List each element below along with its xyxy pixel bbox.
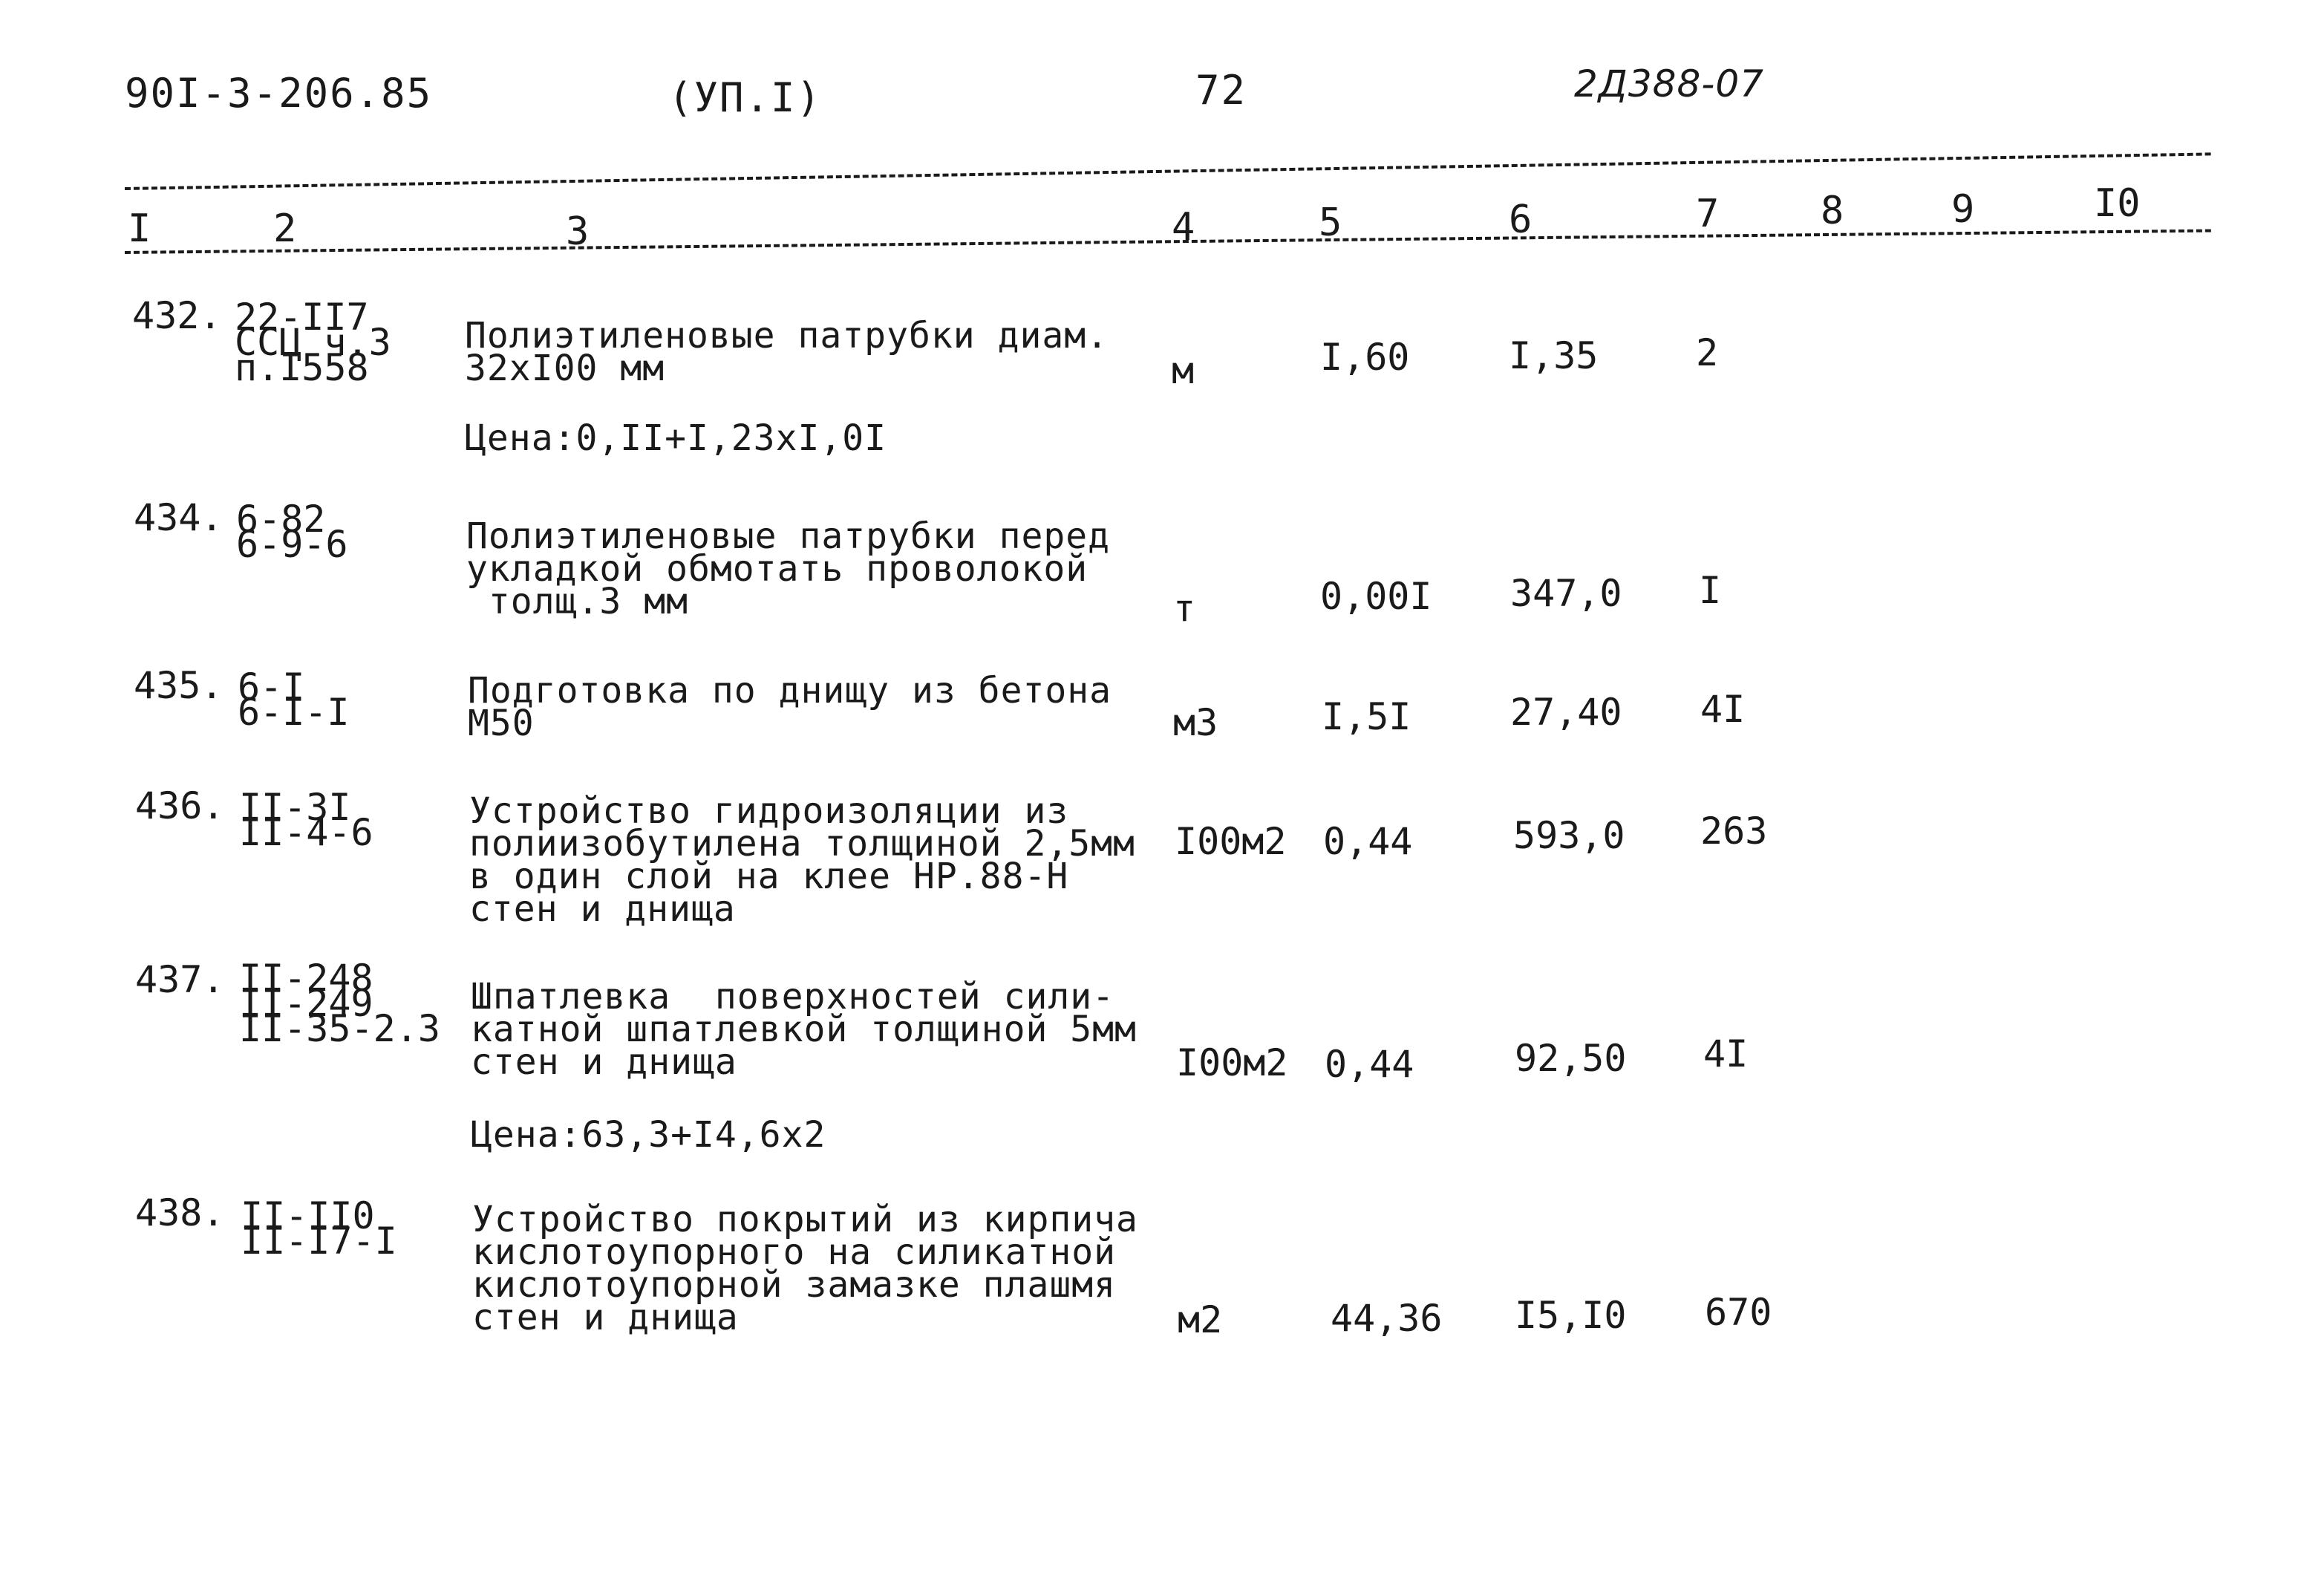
unit-price-cell: I,35 [1509,334,1599,377]
work-description: Полиэтиленовые патрубки перед укладкой обмотать проволокой толщ.3 мм [466,515,1111,622]
row-number: 434. [134,496,223,539]
total-cell: I [1699,569,1722,612]
top-dashed-rule [125,152,2211,190]
row-number: 437. [135,958,225,1001]
norm-code: 22-II7 ССЦ ч.3 п.I558 [235,296,391,389]
column-number-9: 9 [1951,187,1975,232]
quantity-cell: 0,00I [1320,575,1432,618]
unit-cell: I00м2 [1175,820,1287,863]
album-label: (УП.I) [668,74,823,121]
norm-code: II-3I II-4-6 [239,786,373,854]
unit-cell: I00м2 [1176,1041,1288,1084]
unit-cell: м3 [1173,701,1218,744]
quantity-cell: 44,36 [1331,1297,1443,1340]
quantity-cell: I,5I [1322,695,1411,738]
work-description: Шпатлевка поверхностей сили- катной шпатлевкой толщиной 5мм стен и днища [471,976,1137,1083]
reference-code: 2Д388-07 [1574,62,1764,105]
column-number-3: 3 [566,209,590,254]
column-number-1: I [128,206,151,251]
row-number: 436. [135,784,225,827]
total-cell: 263 [1700,810,1768,853]
header-bottom-dashed-rule [125,229,2211,254]
column-number-10: I0 [2094,181,2141,226]
unit-price-cell: 593,0 [1513,814,1625,857]
unit-price-cell: 92,50 [1515,1037,1627,1080]
work-description: Подготовка по днищу из бетона М50 [468,670,1112,744]
document-code: 90I-3-206.85 [125,70,433,117]
unit-cell: м [1172,349,1195,392]
total-cell: 2 [1696,331,1719,374]
total-cell: 4I [1700,688,1746,731]
price-note: Цена:0,II+I,23хI,0I [465,417,887,459]
total-cell: 4I [1703,1032,1749,1075]
quantity-cell: I,60 [1320,336,1410,379]
row-number: 432. [132,294,222,337]
column-number-5: 5 [1319,201,1342,245]
column-number-6: 6 [1509,198,1533,242]
column-number-7: 7 [1696,192,1720,236]
row-number: 438. [135,1191,225,1234]
quantity-cell: 0,44 [1323,820,1413,863]
quantity-cell: 0,44 [1325,1043,1414,1086]
norm-code: 6-I 6-I-I [238,665,350,734]
norm-code: II-II0 II-I7-I [241,1194,397,1263]
unit-price-cell: 347,0 [1510,572,1622,615]
norm-code: II-248 II-249 II-35-2.3 [239,957,440,1050]
unit-cell: т [1173,587,1196,630]
unit-price-cell: 27,40 [1510,691,1622,734]
norm-code: 6-82 6-9-6 [236,498,348,566]
unit-price-cell: I5,I0 [1515,1294,1627,1337]
total-cell: 670 [1705,1291,1772,1334]
unit-cell: м2 [1178,1298,1223,1341]
row-number: 435. [134,664,223,707]
column-number-2: 2 [273,206,297,251]
work-description: Полиэтиленовые патрубки диам. 32хI00 мм [465,315,1109,389]
page-number: 72 [1195,67,1247,114]
column-number-8: 8 [1821,189,1844,233]
work-description: Устройство гидроизоляции из полиизобутилена толщиной 2,5мм в один слой на клее НР.88-Н стен и днища [469,790,1135,930]
price-note: Цена:63,3+I4,6х2 [471,1114,826,1156]
work-description: Устройство покрытий из кирпича кислотоупорного на силикатной кислотоупорной замазке плашмя стен и днища [472,1199,1138,1338]
column-number-4: 4 [1172,205,1195,250]
